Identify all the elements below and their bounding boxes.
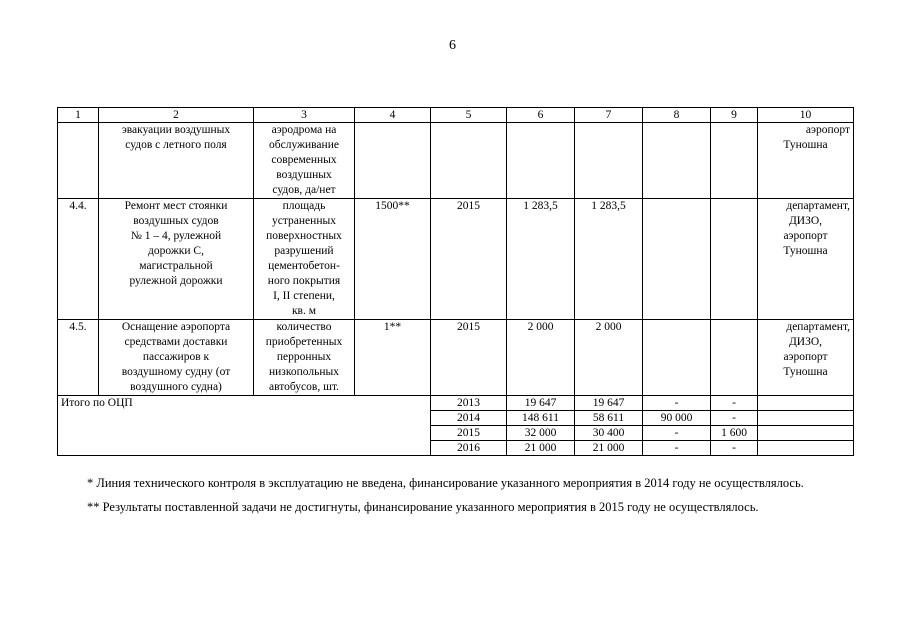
year: 2014	[431, 411, 507, 426]
value-col-8	[643, 199, 711, 320]
responsible-org-line: ДИЗО,	[788, 336, 823, 348]
responsible-org	[758, 396, 854, 411]
item-number: 4.5.	[58, 320, 99, 396]
table-row	[58, 320, 854, 396]
indicator-line: судов, да/нет	[272, 184, 336, 196]
indicator-line: аэродрома на	[271, 124, 337, 136]
value-col-6: 1 283,5	[507, 199, 575, 320]
indicator-line: приобретенных	[265, 336, 343, 348]
indicator	[254, 123, 355, 199]
program-table	[57, 107, 854, 456]
measure-name-line: судов с летного поля	[125, 139, 227, 151]
year: 2016	[431, 441, 507, 456]
indicator-line: поверхностных	[266, 230, 342, 242]
column-number: 3	[254, 108, 355, 123]
responsible-org-line: Туношна	[783, 245, 828, 257]
measure-name-line: Оснащение аэропорта	[121, 321, 231, 333]
target-value	[355, 123, 431, 199]
indicator-line: разрушений	[274, 245, 334, 257]
indicator-line: I, II степени,	[273, 290, 335, 302]
indicator	[254, 320, 355, 396]
value-col-6: 21 000	[507, 441, 575, 456]
page-number: 6	[449, 38, 456, 53]
year: 2015	[431, 199, 507, 320]
column-number: 9	[711, 108, 758, 123]
responsible-org-line: аэропорт	[783, 230, 828, 242]
measure-name	[99, 320, 254, 396]
value-col-7: 21 000	[575, 441, 643, 456]
measure-name-line: средствами доставки	[124, 336, 228, 348]
indicator-line: перронных	[276, 351, 332, 363]
value-col-6: 19 647	[507, 396, 575, 411]
value-col-6: 148 611	[507, 411, 575, 426]
indicator-line: устраненных	[272, 215, 336, 227]
responsible-org-line: Туношна	[783, 366, 828, 378]
indicator	[254, 199, 355, 320]
target-value: 1**	[355, 320, 431, 396]
item-number	[58, 123, 99, 199]
value-col-8: 90 000	[643, 411, 711, 426]
measure-name-line: пассажиров к	[142, 351, 210, 363]
total-row	[58, 396, 854, 411]
total-label: Итого по ОЦП	[58, 396, 431, 456]
column-number: 7	[575, 108, 643, 123]
measure-name-line: эвакуации воздушных	[121, 124, 231, 136]
responsible-org	[758, 320, 854, 396]
value-col-7: 1 283,5	[575, 199, 643, 320]
value-col-9	[711, 199, 758, 320]
value-col-9	[711, 123, 758, 199]
footnotes	[57, 474, 853, 522]
measure-name-line: воздушному судну (от	[121, 366, 231, 378]
indicator-line: современных	[271, 154, 337, 166]
value-col-7	[575, 123, 643, 199]
indicator-line: площадь	[282, 200, 326, 212]
value-col-7: 58 611	[575, 411, 643, 426]
responsible-org	[758, 411, 854, 426]
value-col-8: -	[643, 396, 711, 411]
footnote-2: ** Результаты поставленной задачи не достигнуты, финансирование указанного мероприятия в 2015 году не осуществлялось.	[87, 500, 759, 514]
measure-name-line: Ремонт мест стоянки	[124, 200, 228, 212]
value-col-9: -	[711, 441, 758, 456]
responsible-org	[758, 441, 854, 456]
measure-name-line: рулежной дорожки	[129, 275, 223, 287]
measure-name	[99, 199, 254, 320]
responsible-org-line: ДИЗО,	[788, 215, 823, 227]
column-number: 6	[507, 108, 575, 123]
value-col-9: 1 600	[711, 426, 758, 441]
value-col-8	[643, 320, 711, 396]
value-col-7: 2 000	[575, 320, 643, 396]
column-number: 10	[758, 108, 854, 123]
measure-name-line: магистральной	[139, 260, 213, 272]
value-col-8	[643, 123, 711, 199]
value-col-9: -	[711, 396, 758, 411]
responsible-org-line: департамент,	[786, 200, 850, 212]
footnote-1: * Линия технического контроля в эксплуатацию не введена, финансирование указанного мероприятия в 2014 году не осуществлялось.	[87, 476, 804, 490]
target-value: 1500**	[355, 199, 431, 320]
table-row	[58, 123, 854, 199]
column-number-row	[58, 108, 854, 123]
measure-name-line: № 1 – 4, рулежной	[130, 230, 222, 242]
column-number: 8	[643, 108, 711, 123]
indicator-line: низкопольных	[269, 366, 339, 378]
value-col-8: -	[643, 441, 711, 456]
value-col-6	[507, 123, 575, 199]
value-col-9	[711, 320, 758, 396]
responsible-org-line: Туношна	[783, 139, 828, 151]
column-number: 4	[355, 108, 431, 123]
value-col-7: 19 647	[575, 396, 643, 411]
indicator-line: автобусов, шт.	[269, 381, 339, 393]
year: 2015	[431, 426, 507, 441]
year: 2015	[431, 320, 507, 396]
value-col-6: 32 000	[507, 426, 575, 441]
value-col-9: -	[711, 411, 758, 426]
responsible-org-line: аэропорт	[805, 124, 850, 136]
responsible-org-line: аэропорт	[783, 351, 828, 363]
indicator-line: цементобетон-	[268, 260, 340, 272]
responsible-org	[758, 426, 854, 441]
value-col-7: 30 400	[575, 426, 643, 441]
column-number: 5	[431, 108, 507, 123]
measure-name-line: воздушного судна)	[130, 381, 222, 393]
responsible-org	[758, 199, 854, 320]
year	[431, 123, 507, 199]
responsible-org-line: департамент,	[786, 321, 850, 333]
indicator-line: количество	[276, 321, 332, 333]
responsible-org	[758, 123, 854, 199]
value-col-8: -	[643, 426, 711, 441]
indicator-line: обслуживание	[269, 139, 339, 151]
measure-name	[99, 123, 254, 199]
column-number: 1	[58, 108, 99, 123]
indicator-line: воздушных	[276, 169, 332, 181]
indicator-line: ного покрытия	[267, 275, 341, 287]
value-col-6: 2 000	[507, 320, 575, 396]
table-row	[58, 199, 854, 320]
measure-name-line: дорожки С,	[148, 245, 204, 257]
column-number: 2	[99, 108, 254, 123]
measure-name-line: воздушных судов	[133, 215, 219, 227]
indicator-line: кв. м	[291, 305, 317, 317]
year: 2013	[431, 396, 507, 411]
item-number: 4.4.	[58, 199, 99, 320]
